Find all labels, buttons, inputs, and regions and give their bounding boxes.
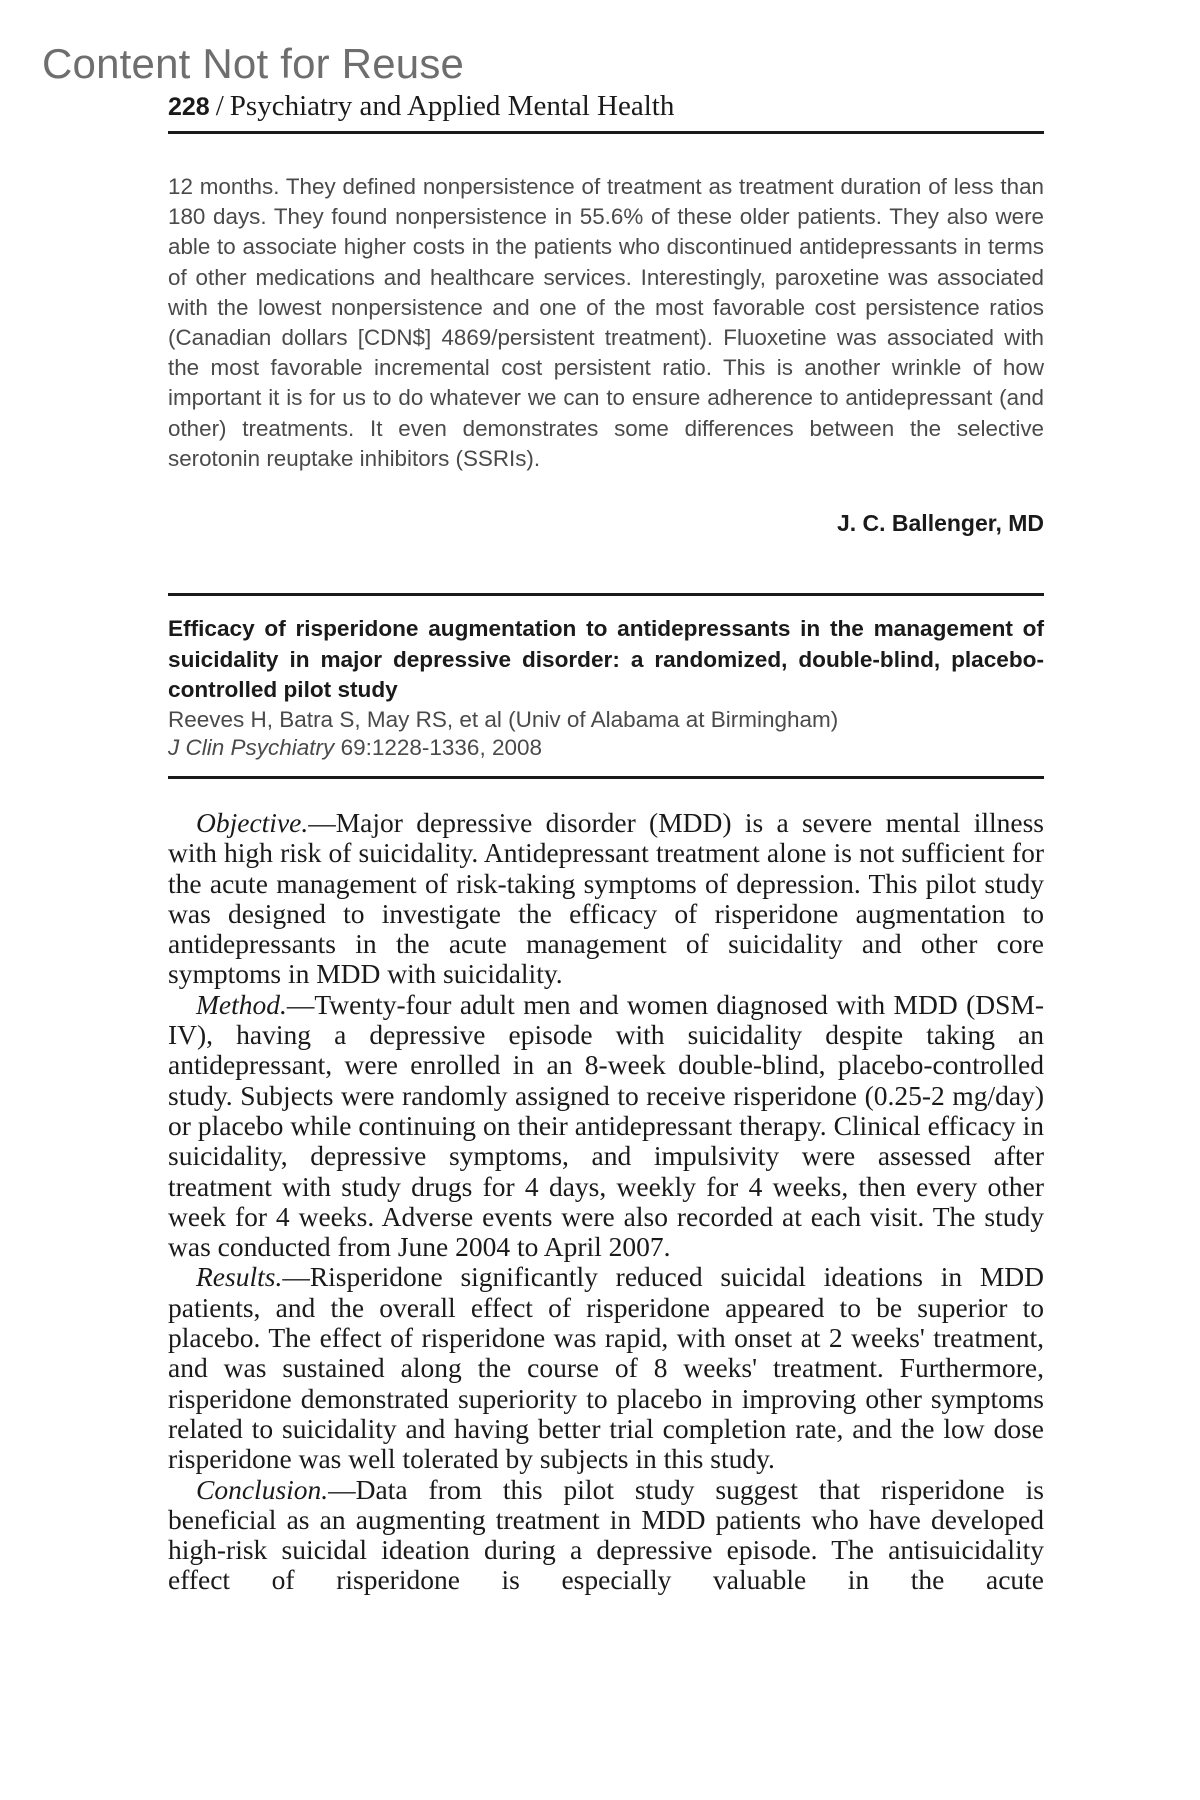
article-citation bbox=[168, 733, 1044, 763]
results-label: Results. bbox=[196, 1261, 283, 1293]
article-bottom-rule bbox=[168, 776, 1044, 779]
header-separator: / bbox=[215, 90, 224, 122]
journal-title: Psychiatry and Applied Mental Health bbox=[229, 90, 675, 122]
abstract-method bbox=[168, 990, 1044, 1263]
method-text: —Twenty-four adult men and women diagnosed with MDD (DSM-IV), having a depressive episode with suicidality despite taking an antidepressant, were enrolled in an 8-week double-blind, placebo-controlled study. Subjects were randomly assigned to receive risperidone (0.25-2 mg/day) or placebo while continuing on their antidepressant therapy. Clinical efficacy in suicidality, depressive symptoms, and impulsivity were assessed after treatment with study drugs for 4 days, weekly for 4 weeks, then every other week for 4 weeks. Adverse events were also recorded at each visit. The study was conducted from June 2004 to April 2007. bbox=[168, 988, 1044, 1263]
article-title: Efficacy of risperidone augmentation to antidepressants in the management of suicidality in major depressive disorder: a randomized, double-blind, placebo-controlled pilot study bbox=[168, 616, 1044, 702]
abstract-results bbox=[168, 1262, 1044, 1474]
article-authors: Reeves H, Batra S, May RS, et al (Univ of Alabama at Birmingham) bbox=[168, 707, 839, 732]
conclusion-label: Conclusion. bbox=[196, 1473, 329, 1505]
results-text: —Risperidone significantly reduced suicidal ideations in MDD patients, and the overall effect of risperidone appeared to be superior to placebo. The effect of risperidone was rapid, with onset at 2 weeks' treatment, and was sustained along the course of 8 weeks' treatment. Furthermore, risperidone demonstrated superiority to placebo in improving other symptoms related to suicidality and having better trial completion rate, and the low dose risperidone was well tolerated by subjects in this study. bbox=[168, 1261, 1044, 1475]
watermark: Content Not for Reuse bbox=[42, 40, 465, 87]
commentary-text: 12 months. They defined nonpersistence of treatment as treatment duration of less than 180 days. They found nonpersistence in 55.6% of these older patients. They also were able to associate higher costs in the patients who discontinued antidepressants in terms of other medications and healthcare services. Interestingly, paroxetine was associated with the lowest nonpersistence and one of the most favorable cost persistence ratios (Canadian dollars [CDN$] 4869/persistent treatment). Fluoxetine was associated with the most favorable incremental cost persistent ratio. This is another wrinkle of how important it is for us to do whatever we can to ensure adherence to antidepressant (and other) treatments. It even demonstrates some differences between the selective serotonin reuptake inhibitors (SSRIs). bbox=[168, 174, 1044, 471]
journal-name: J Clin Psychiatry bbox=[168, 735, 335, 760]
page-number: 228 bbox=[168, 93, 210, 121]
objective-text: —Major depressive disorder (MDD) is a severe mental illness with high risk of suicidality. Antidepressant treatment alone is not sufficient for the acute management of risk-taking symptoms of depression. This pilot study was designed to investigate the efficacy of risperidone augmentation to antidepressants in the acute management of suicidality and other core symptoms in MDD with suicidality. bbox=[168, 807, 1044, 990]
commentary-author: J. C. Ballenger, MD bbox=[836, 510, 1044, 536]
method-label: Method. bbox=[196, 988, 287, 1020]
journal-reference: 69:1228-1336, 2008 bbox=[340, 735, 542, 760]
running-header bbox=[168, 90, 1044, 123]
header-rule bbox=[168, 131, 1044, 134]
objective-label: Objective. bbox=[196, 807, 309, 838]
abstract bbox=[168, 808, 1044, 1596]
conclusion-text: —Data from this pilot study suggest that risperidone is beneficial as an augmenting treatment in MDD patients who have developed high-risk suicidal ideation during a depressive episode. The antisuicidality effect of risperidone is especially valuable in the acute bbox=[168, 1473, 1044, 1596]
article-top-rule bbox=[168, 593, 1044, 596]
abstract-conclusion bbox=[168, 1475, 1044, 1596]
abstract-objective bbox=[168, 808, 1044, 990]
